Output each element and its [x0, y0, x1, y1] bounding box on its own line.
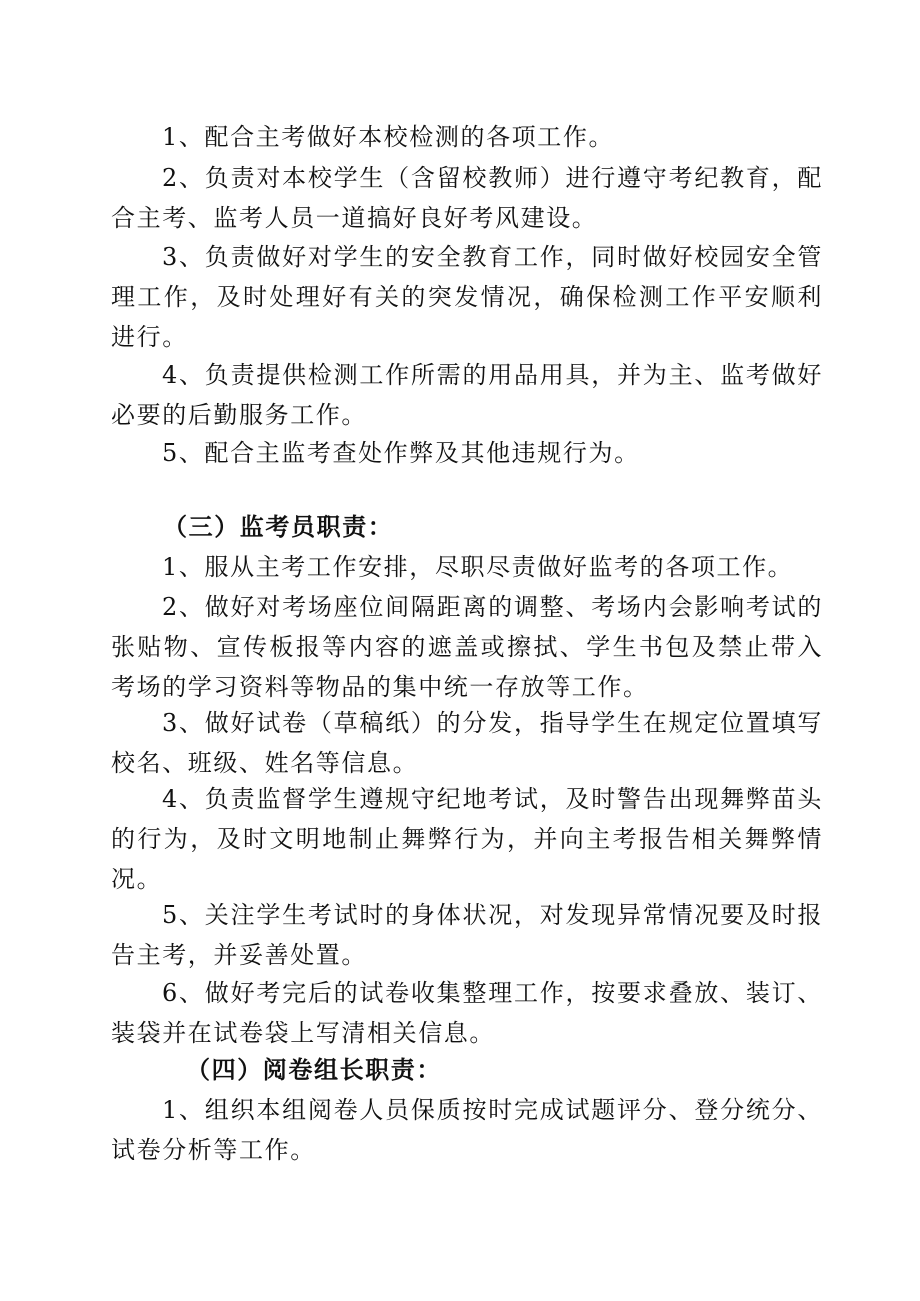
- section-two-item-3: 3、负责做好对学生的安全教育工作，同时做好校园安全管理工作，及时处理好有关的突发情况，确保检测工作平安顺利进行。: [111, 243, 823, 351]
- section-two-item-2: 2、负责对本校学生（含留校教师）进行遵守考纪教育，配合主考、监考人员一道搞好良好考风建设。: [111, 164, 823, 232]
- section-three-item-4: 4、负责监督学生遵规守纪地考试，及时警告出现舞弊苗头的行为，及时文明地制止舞弊行为，并向主考报告相关舞弊情况。: [111, 785, 823, 893]
- section-three-item-6: 6、做好考完后的试卷收集整理工作，按要求叠放、装订、装袋并在试卷袋上写清相关信息。: [111, 979, 823, 1047]
- section-three-item-3: 3、做好试卷（草稿纸）的分发，指导学生在规定位置填写校名、班级、姓名等信息。: [111, 709, 823, 777]
- section-three-item-2: 2、做好对考场座位间隔距离的调整、考场内会影响考试的张贴物、宣传板报等内容的遮盖或擦拭、学生书包及禁止带入考场的学习资料等物品的集中统一存放等工作。: [111, 593, 823, 701]
- section-four-item-1: 1、组织本组阅卷人员保质按时完成试题评分、登分统分、试卷分析等工作。: [111, 1096, 823, 1164]
- section-three-item-5: 5、关注学生考试时的身体状况，对发现异常情况要及时报告主考，并妥善处置。: [111, 901, 823, 969]
- section-two-item-1: 1、配合主考做好本校检测的各项工作。: [162, 123, 615, 151]
- section-two-item-4: 4、负责提供检测工作所需的用品用具，并为主、监考做好必要的后勤服务工作。: [111, 361, 823, 429]
- section-three-item-1: 1、服从主考工作安排，尽职尽责做好监考的各项工作。: [162, 553, 794, 581]
- section-three-heading: （三）监考员职责：: [163, 512, 394, 541]
- section-two-item-5: 5、配合主监考查处作弊及其他违规行为。: [162, 439, 640, 467]
- section-four-heading: （四）阅卷组长职责：: [186, 1055, 442, 1084]
